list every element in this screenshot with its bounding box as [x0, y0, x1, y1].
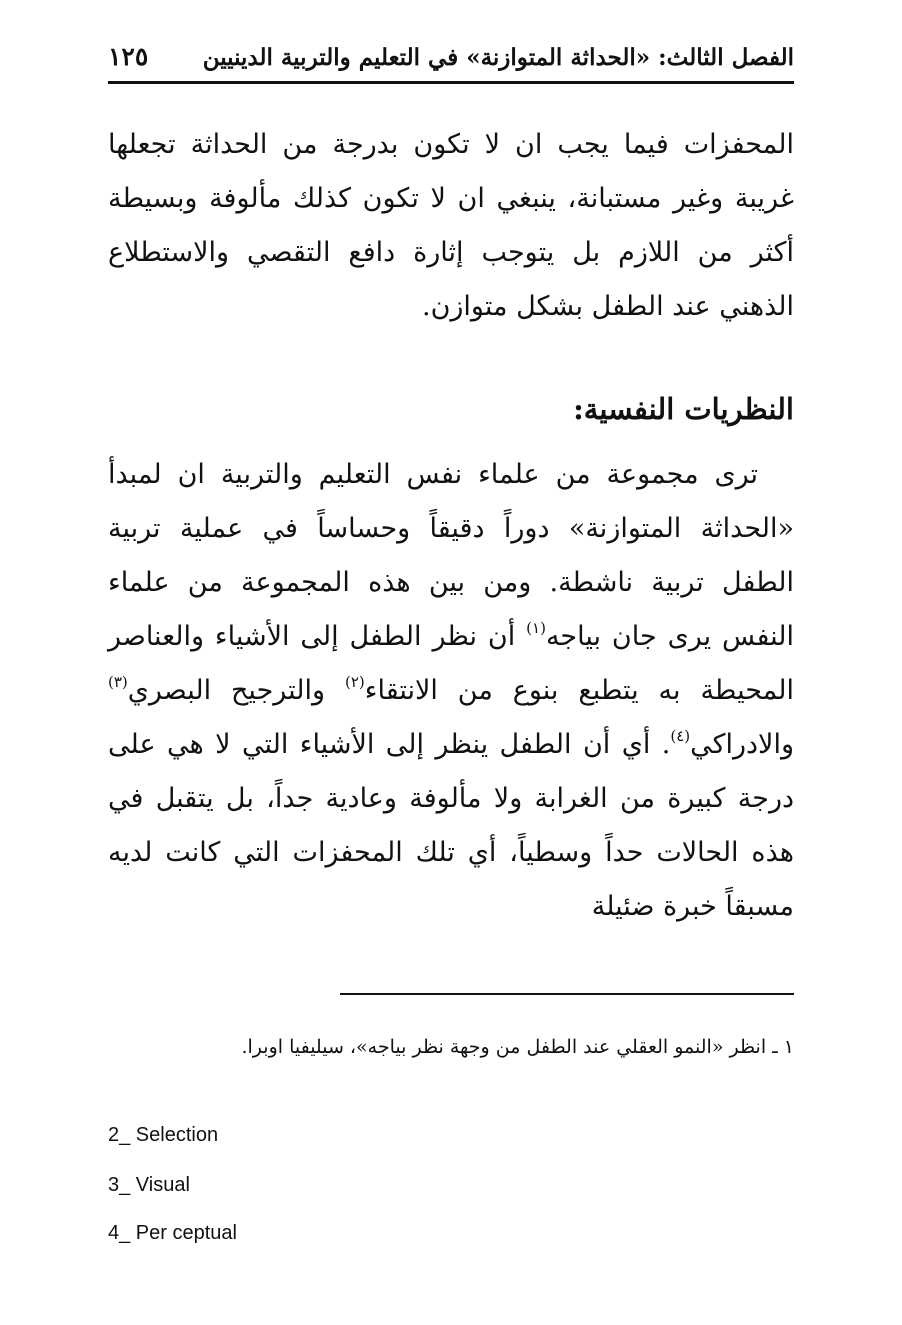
running-header: [108, 38, 794, 80]
chapter-title: الفصل الثالث: «الحداثة المتوازنة» في التعليم والتربية الدينيين: [202, 44, 794, 71]
paragraph-text: أن نظر الطفل إلى الأشياء والعناصر المحيطة به يتطبع بنوع من الانتقاء: [108, 621, 794, 706]
paragraph-text: والادراكي: [690, 729, 794, 760]
footnote-divider: [340, 993, 794, 995]
footnote-1: ١ ـ انظر «النمو العقلي عند الطفل من وجهة نظر بياجه»، سيليفيا اوبرا.: [241, 1036, 794, 1058]
body-paragraph-2: [108, 448, 794, 934]
footnote-4: 4_ Per ceptual: [108, 1222, 237, 1244]
footnote-ref-4: (٤): [670, 727, 691, 745]
footnote-ref-1: (١): [526, 619, 546, 637]
footnote-ref-2: (٢): [344, 673, 365, 691]
header-divider: [108, 81, 794, 84]
footnote-ref-3: (٣): [108, 673, 128, 691]
section-heading: النظريات النفسية:: [573, 392, 794, 426]
footnote-2: 2_ Selection: [108, 1124, 219, 1146]
paragraph-text: والترجيح البصري: [127, 675, 345, 706]
paragraph-text: . أي أن الطفل ينظر إلى الأشياء التي لا هي على درجة كبيرة من الغرابة ولا مألوفة وعادية جداً، بل يتقبل في هذه الحالات حداً وسطياً، أي تلك المحفزات التي كانت لديه مسبقاً خبرة ضئيلة: [108, 729, 795, 922]
footnote-3: 3_ Visual: [108, 1174, 190, 1196]
paragraph-text: ترى مجموعة من علماء نفس التعليم والتربية ان لمبدأ «الحداثة المتوازنة» دوراً دقيقاً وحساساً في عملية تربية الطفل تربية ناشطة. ومن بين هذه المجموعة من علماء النفس يرى جان بياجه: [108, 459, 794, 652]
page-number: ١٢٥: [108, 42, 149, 71]
body-paragraph-1: المحفزات فيما يجب ان لا تكون بدرجة من الحداثة تجعلها غريبة وغير مستبانة، ينبغي ان لا تكون كذلك مألوفة وبسيطة أكثر من اللازم بل يتوجب إثارة دافع التقصي والاستطلاع الذهني عند الطفل بشكل متوازن.: [108, 129, 794, 322]
